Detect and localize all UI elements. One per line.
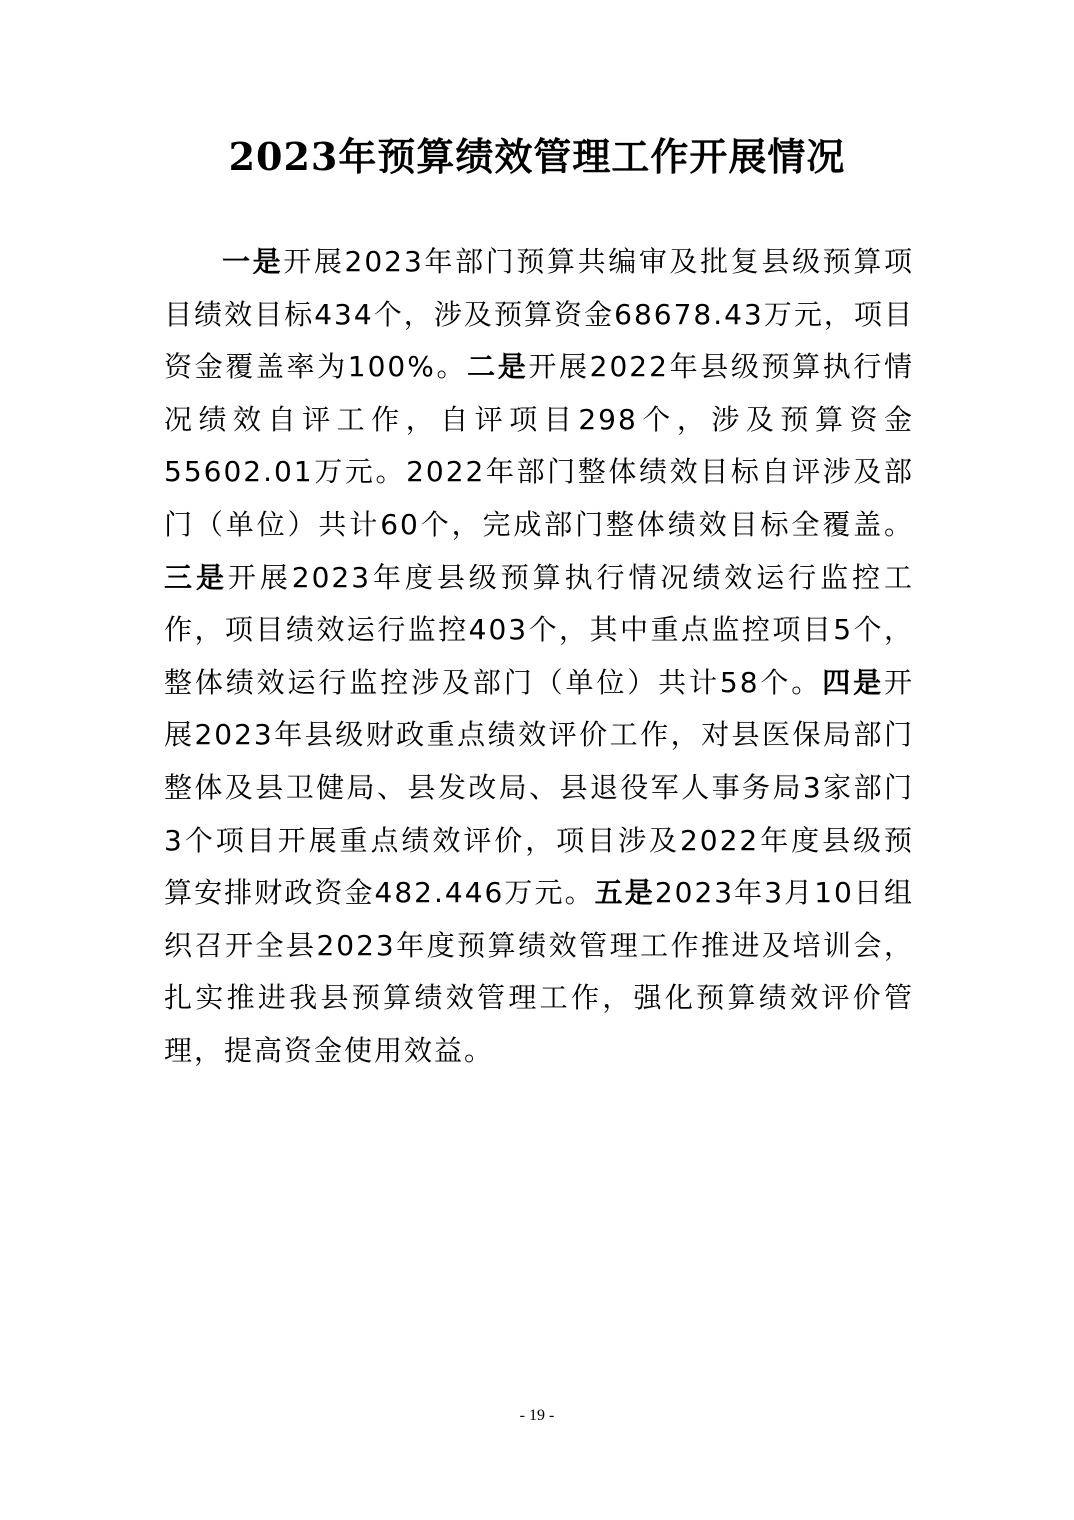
point-4-text: 开展2023年县级财政重点绩效评价工作，对县医保局部门整体及县卫健局、县发改局、县退役军人事务局3家部门3个项目开展重点绩效评价，项目涉及2022年度县级预算安排财政资金482.446万元。 (164, 665, 914, 910)
point-2-lead: 二是 (467, 350, 529, 384)
point-2-text: 开展2022年县级预算执行情况绩效自评工作，自评项目298个，涉及预算资金55602.01万元。2022年部门整体绩效目标自评涉及部门（单位）共计60个，完成部门整体绩效目标全覆盖。 (164, 350, 914, 541)
page-number: - 19 - (519, 1407, 555, 1424)
body-paragraph (164, 236, 914, 1078)
point-1-lead: 一是 (222, 245, 284, 278)
point-3-lead: 三是 (164, 560, 228, 594)
point-5-text: 2023年3月10日组织召开全县2023年度预算绩效管理工作推进及培训会，扎实推进我县预算绩效管理工作，强化预算绩效评价管理，提高资金使用效益。 (164, 876, 914, 1067)
point-3-text: 开展2023年度县级预算执行情况绩效运行监控工作，项目绩效运行监控403个，其中重点监控项目5个，整体绩效运行监控涉及部门（单位）共计58个。 (164, 560, 914, 699)
document-title: 2023年预算绩效管理工作开展情况 (228, 134, 846, 179)
point-4-lead: 四是 (822, 665, 884, 699)
point-1-text: 开展2023年部门预算共编审及批复县级预算项目绩效目标434个，涉及预算资金68678.43万元，项目资金覆盖率为100%。 (164, 245, 914, 384)
point-5-lead: 五是 (594, 876, 655, 910)
